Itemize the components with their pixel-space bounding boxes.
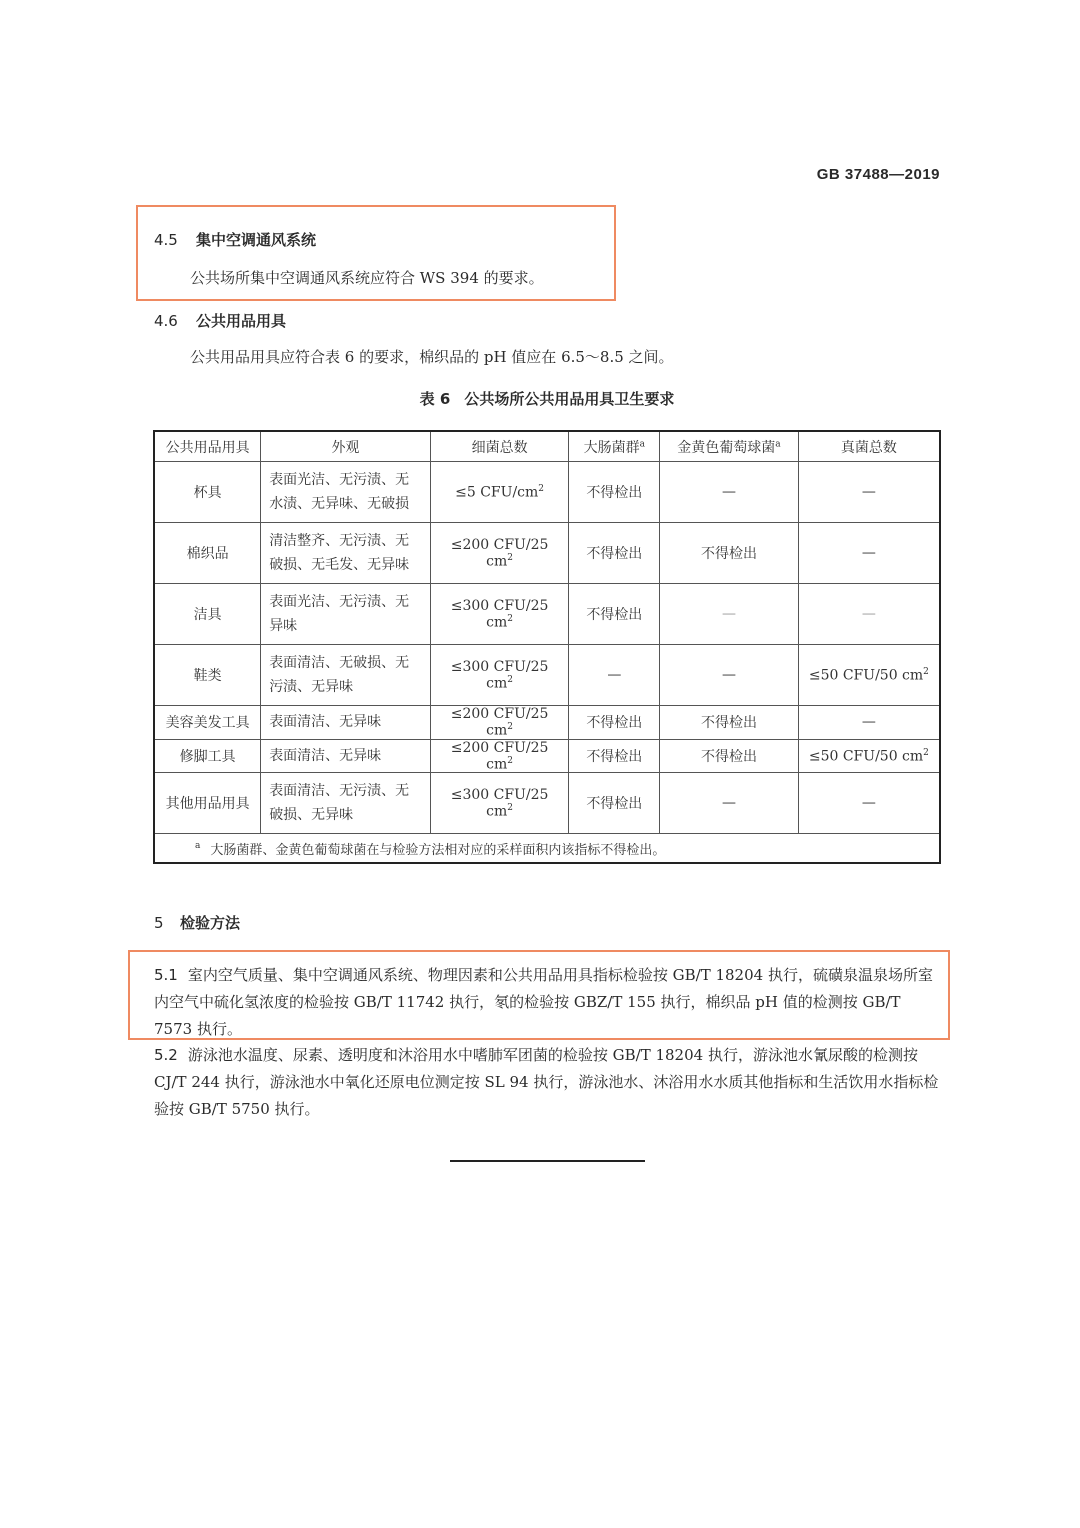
table-footnote <box>154 834 940 864</box>
cell-item: 美容美发工具 <box>154 706 261 740</box>
table-row <box>154 706 940 740</box>
cell-bacteria: ≤300 CFU/25 $cm^2$ <box>430 773 569 834</box>
section-title: 检验方法 <box>180 914 241 932</box>
section-4-5-heading <box>154 229 316 250</box>
section-title: 集中空调通风系统 <box>196 231 317 249</box>
cell-bacteria: ≤300 CFU/25 $cm^2$ <box>430 645 569 706</box>
cell-appearance: 表面清洁、无异味 <box>261 739 431 773</box>
cell-staph: 不得检出 <box>660 739 799 773</box>
col-header-appearance: 外观 <box>261 431 431 462</box>
col-header-coliform: 大肠菌群$^a$ <box>569 431 660 462</box>
table-row <box>154 773 940 834</box>
col-header-staph: 金黄色葡萄球菌$^a$ <box>660 431 799 462</box>
cell-fungi: ≤50 CFU/50 $cm^2$ <box>798 739 940 773</box>
cell-fungi: — <box>798 462 940 523</box>
cell-bacteria: ≤5 CFU/$cm^2$ <box>430 462 569 523</box>
footnote-text: 大肠菌群、金黄色葡萄球菌在与检验方法相对应的采样面积内该指标不得检出。 <box>210 842 666 858</box>
cell-coliform: 不得检出 <box>569 462 660 523</box>
cell-fungi: — <box>798 523 940 584</box>
section-4-6-heading <box>154 310 286 331</box>
cell-fungi: ≤50 CFU/50 $cm^2$ <box>798 645 940 706</box>
section-4-5-text: 公共场所集中空调通风系统应符合 WS 394 的要求。 <box>190 269 544 287</box>
cell-appearance: 表面清洁、无污渍、无破损、无异味 <box>261 773 431 834</box>
hygiene-requirements-table <box>153 430 941 864</box>
col-header-item: 公共用品用具 <box>154 431 261 462</box>
cell-staph: — <box>660 645 799 706</box>
cell-coliform: 不得检出 <box>569 706 660 740</box>
section-5-heading <box>154 912 240 933</box>
cell-staph: — <box>660 462 799 523</box>
standard-code: GB 37488—2019 <box>816 166 940 183</box>
table-footnote-row <box>154 834 940 864</box>
cell-item: 洁具 <box>154 584 261 645</box>
cell-coliform: 不得检出 <box>569 739 660 773</box>
cell-item: 其他用品用具 <box>154 773 261 834</box>
table-title: 公共场所公共用品用具卫生要求 <box>464 390 675 408</box>
end-rule <box>450 1160 645 1162</box>
section-number: 4.6 <box>154 312 178 330</box>
cell-staph: — <box>660 584 799 645</box>
table-caption <box>154 388 940 409</box>
cell-coliform: 不得检出 <box>569 773 660 834</box>
section-title: 公共用品用具 <box>196 312 287 330</box>
cell-coliform: — <box>569 645 660 706</box>
cell-appearance: 表面光洁、无污渍、无异味 <box>261 584 431 645</box>
section-number: 5.2 <box>154 1046 178 1064</box>
table-header-row <box>154 431 940 462</box>
cell-item: 棉织品 <box>154 523 261 584</box>
footnote-marker: a <box>639 438 645 449</box>
section-number: 5 <box>154 914 164 932</box>
cell-appearance: 表面清洁、无异味 <box>261 706 431 740</box>
footnote-marker: a <box>775 438 781 449</box>
table-row <box>154 584 940 645</box>
cell-coliform: 不得检出 <box>569 523 660 584</box>
table-number: 表 6 <box>419 390 451 408</box>
footnote-marker: a <box>195 841 201 852</box>
table-row <box>154 739 940 773</box>
cell-bacteria: ≤200 CFU/25 $cm^2$ <box>430 523 569 584</box>
cell-appearance: 表面清洁、无破损、无污渍、无异味 <box>261 645 431 706</box>
table-row <box>154 523 940 584</box>
col-header-bacteria: 细菌总数 <box>430 431 569 462</box>
cell-fungi: — <box>798 706 940 740</box>
table-row <box>154 645 940 706</box>
section-5-1-text: 5.1 室内空气质量、集中空调通风系统、物理因素和公共用品用具指标检验按 GB/T 18204 执行，硫磺泉温泉场所室内空气中硫化氢浓度的检验按 GB/T 11742 执行，氡的检验按 GBZ/T 155 执行，棉织品 pH 值的检测按 GB/T 7573 执行。 <box>154 966 933 1038</box>
cell-bacteria: ≤300 CFU/25 $cm^2$ <box>430 584 569 645</box>
cell-item: 杯具 <box>154 462 261 523</box>
cell-appearance: 表面光洁、无污渍、无水渍、无异味、无破损 <box>261 462 431 523</box>
cell-staph: 不得检出 <box>660 706 799 740</box>
section-4-6-text: 公共用品用具应符合表 6 的要求，棉织品的 pH 值应在 6.5～8.5 之间。 <box>190 348 674 366</box>
section-number: 4.5 <box>154 231 178 249</box>
cell-staph: — <box>660 773 799 834</box>
cell-fungi: — <box>798 773 940 834</box>
section-number: 5.1 <box>154 966 178 984</box>
section-5-2-text: 5.2 游泳池水温度、尿素、透明度和沐浴用水中嗜肺军团菌的检验按 GB/T 18204 执行，游泳池水氰尿酸的检测按 CJ/T 244 执行，游泳池水中氧化还原电位测定按 SL 94 执行，游泳池水、沐浴用水水质其他指标和生活饮用水指标检验按 GB/T 5750 执行。 <box>154 1046 939 1118</box>
table-row <box>154 462 940 523</box>
col-header-fungi: 真菌总数 <box>798 431 940 462</box>
cell-fungi: — <box>798 584 940 645</box>
cell-bacteria: ≤200 CFU/25 $cm^2$ <box>430 739 569 773</box>
cell-item: 鞋类 <box>154 645 261 706</box>
cell-appearance: 清洁整齐、无污渍、无破损、无毛发、无异味 <box>261 523 431 584</box>
cell-bacteria: ≤200 CFU/25 $cm^2$ <box>430 706 569 740</box>
cell-coliform: 不得检出 <box>569 584 660 645</box>
cell-staph: 不得检出 <box>660 523 799 584</box>
cell-item: 修脚工具 <box>154 739 261 773</box>
